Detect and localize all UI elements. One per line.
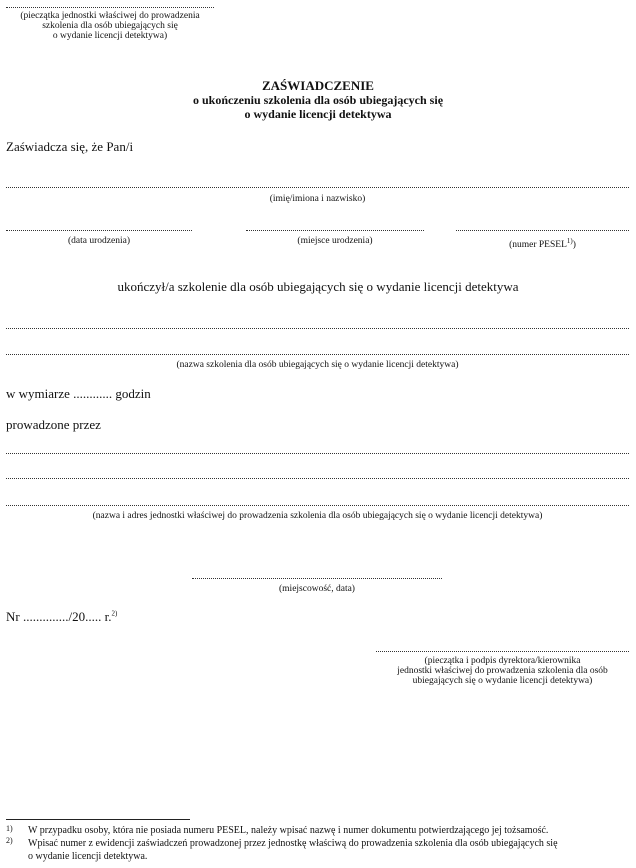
pesel-field[interactable] bbox=[456, 230, 629, 231]
pesel-footnote-ref: 1) bbox=[566, 237, 573, 245]
footnote-1-mark: 1) bbox=[6, 824, 13, 833]
unit-caption: (nazwa i adres jednostki właściwej do prowadzenia szkolenia dla osób ubiegających się o wydanie licencji detektywa) bbox=[92, 511, 543, 521]
document-title: ZAŚWIADCZENIE bbox=[262, 78, 374, 93]
pob-field[interactable] bbox=[246, 230, 424, 231]
stamp-line bbox=[6, 7, 214, 8]
pob-caption: (miejsce urodzenia) bbox=[297, 236, 373, 246]
unit-field-3[interactable] bbox=[6, 505, 629, 506]
unit-field-2[interactable] bbox=[6, 478, 629, 479]
intro-text: Zaświadcza się, że Pan/i bbox=[6, 139, 134, 154]
conducted-by-text: prowadzone przez bbox=[6, 417, 101, 432]
pesel-caption-close: ) bbox=[572, 240, 576, 251]
footnote-2-text-a: Wpisać numer z ewidencji zaświadczeń prowadzonej przez jednostkę właściwą do prowadzenia szkolenia dla osób ubiegających się bbox=[28, 838, 558, 849]
signature-field[interactable] bbox=[376, 651, 629, 652]
certificate-number bbox=[6, 609, 117, 625]
place-date-field[interactable] bbox=[192, 578, 442, 579]
completed-text: ukończył/a szkolenie dla osób ubiegających się o wydanie licencji detektywa bbox=[117, 279, 519, 294]
dob-field[interactable] bbox=[6, 230, 192, 231]
document-subtitle-2: o wydanie licencji detektywa bbox=[244, 107, 392, 121]
name-caption: (imię/imiona i nazwisko) bbox=[269, 194, 366, 204]
footnote-2-mark: 2) bbox=[6, 836, 13, 845]
stamp-caption bbox=[6, 11, 214, 41]
pesel-caption bbox=[456, 236, 629, 250]
signature-caption-line2: jednostki właściwej do prowadzenia szkolenia dla osób bbox=[397, 666, 608, 676]
course-field-1[interactable] bbox=[6, 328, 629, 329]
course-field-2[interactable] bbox=[6, 354, 629, 355]
footnote-2-text-b: o wydanie licencji detektywa. bbox=[28, 851, 148, 862]
number-footnote-ref: 2) bbox=[111, 609, 118, 618]
stamp-caption-line3: o wydanie licencji detektywa) bbox=[52, 31, 168, 41]
signature-caption bbox=[376, 656, 629, 686]
hours-text: w wymiarze ............ godzin bbox=[6, 386, 151, 401]
stamp-caption-line2: szkolenia dla osób ubiegających się bbox=[42, 21, 178, 31]
stamp-caption-line1: (pieczątka jednostki właściwej do prowadzenia bbox=[20, 11, 200, 21]
name-field[interactable] bbox=[6, 187, 629, 188]
place-date-caption: (miejscowość, data) bbox=[279, 584, 355, 594]
dob-caption: (data urodzenia) bbox=[68, 236, 130, 246]
document-subtitle-1: o ukończeniu szkolenia dla osób ubiegających się bbox=[192, 93, 444, 107]
footnote-1-text: W przypadku osoby, która nie posiada numeru PESEL, należy wpisać nazwę i numer dokumentu potwierdzającego jej tożsamość. bbox=[28, 825, 549, 836]
unit-field-1[interactable] bbox=[6, 453, 629, 454]
footnote-separator bbox=[6, 819, 190, 820]
course-caption: (nazwa szkolenia dla osób ubiegających się o wydanie licencji detektywa) bbox=[176, 360, 459, 370]
signature-caption-line1: (pieczątka i podpis dyrektora/kierownika bbox=[424, 656, 581, 666]
signature-caption-line3: ubiegających się o wydanie licencji detektywa) bbox=[412, 676, 593, 686]
pesel-caption-text: (numer PESEL bbox=[509, 240, 567, 251]
certificate-number-text: Nr ............../20..... r. bbox=[6, 609, 112, 624]
